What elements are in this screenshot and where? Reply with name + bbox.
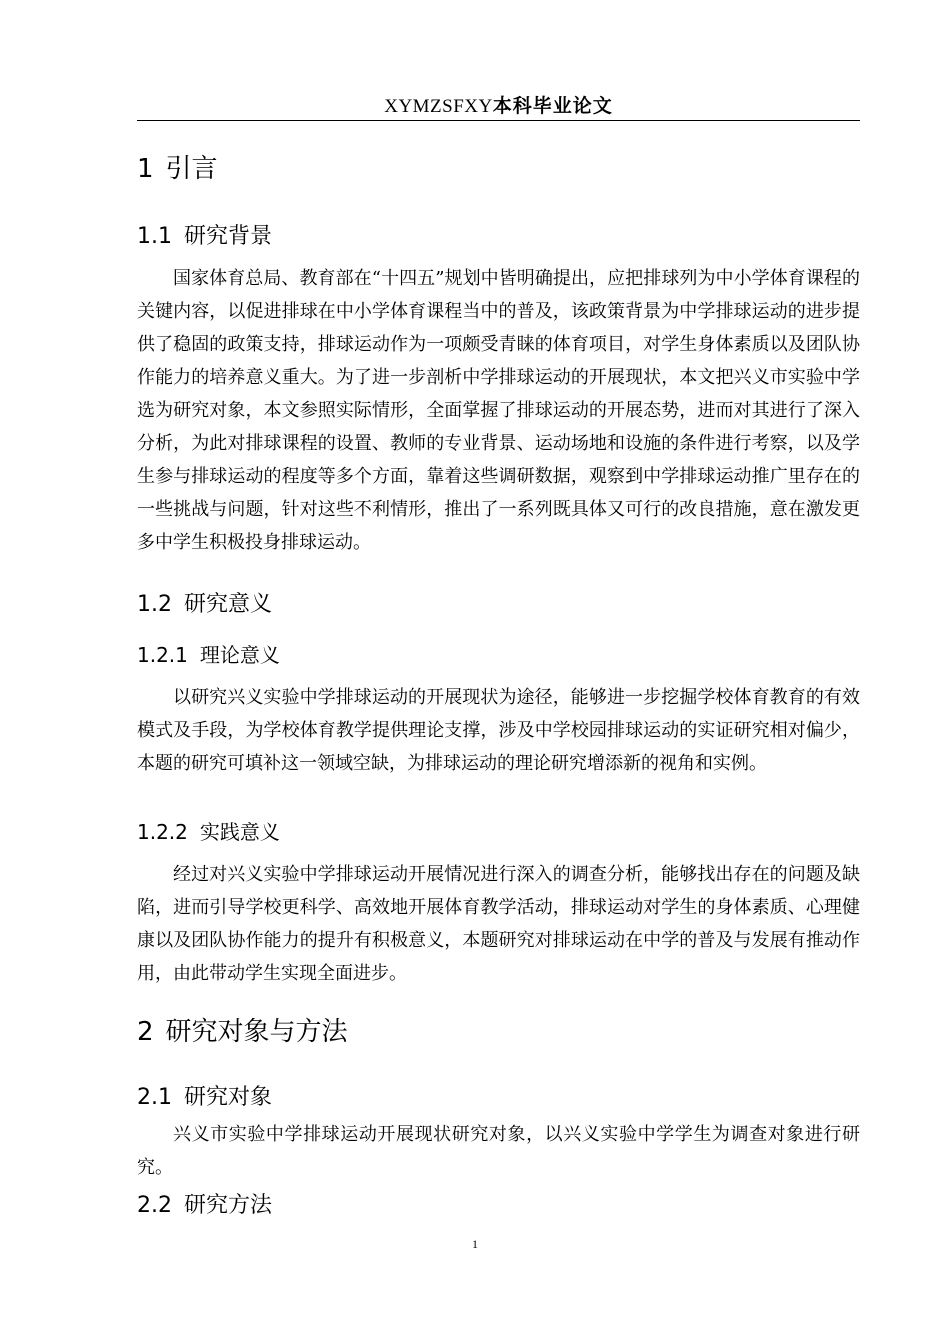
section-title: 研究意义 [184,592,273,617]
section-title: 实践意义 [199,820,280,844]
section-title: 研究对象与方法 [165,1017,348,1047]
section-heading-1-2-2 [137,818,280,846]
section-number: 1.2.1 [137,643,188,667]
section-heading-2-1 [137,1083,272,1113]
section-number: 2 [137,1017,154,1047]
section-number: 1 [137,154,154,184]
section-title: 研究方法 [184,1193,273,1218]
section-title: 研究对象 [184,1085,273,1110]
section-title: 引言 [165,154,218,184]
header-code: XYMZSFXY [384,96,493,117]
header-title: 本科毕业论文 [492,95,613,117]
paragraph-practical-significance: 经过对兴义实验中学排球运动开展情况进行深入的调查分析，能够找出存在的问题及缺陷，进而引导学校更科学、高效地开展体育教学活动，排球运动对学生的身体素质、心理健康以及团队协作能力的提升有积极意义，本题研究对排球运动在中学的普及与发展有推动作用，由此带动学生实现全面进步。 [137,864,860,984]
running-header [137,93,860,119]
section-heading-1-1 [137,222,272,252]
page-number: 1 [472,1237,478,1251]
section-title: 研究背景 [184,224,273,249]
section-heading-1 [137,152,218,186]
section-heading-2-2 [137,1191,272,1221]
paragraph-research-object: 兴义市实验中学排球运动开展现状研究对象，以兴义实验中学学生为调查对象进行研究。 [137,1124,860,1178]
paragraph-research-background: 国家体育总局、教育部在“十四五”规划中皆明确提出，应把排球列为中小学体育课程的关键内容，以促进排球在中小学体育课程当中的普及，该政策背景为中学排球运动的进步提供了稳固的政策支持，排球运动作为一项颇受青睐的体育项目，对学生身体素质以及团队协作能力的培养意义重大。为了进一步剖析中学排球运动的开展现状，本文把兴义市实验中学选为研究对象，本文参照实际情形，全面掌握了排球运动的开展态势，进而对其进行了深入分析，为此对排球课程的设置、教师的专业背景、运动场地和设施的条件进行考察，以及学生参与排球运动的程度等多个方面，靠着这些调研数据，观察到中学排球运动推广里存在的一些挑战与问题，针对这些不利情形，推出了一系列既具体又可行的改良措施，意在激发更多中学生积极投身排球运动。 [137,268,860,553]
section-number: 2.2 [137,1193,172,1218]
section-heading-2 [137,1015,348,1049]
section-number: 1.2.2 [137,820,188,844]
section-heading-1-2 [137,590,272,620]
section-number: 1.1 [137,224,172,249]
section-number: 2.1 [137,1085,172,1110]
section-heading-1-2-1 [137,641,280,669]
paragraph-theoretical-significance: 以研究兴义实验中学排球运动的开展现状为途径，能够进一步挖掘学校体育教育的有效模式及手段，为学校体育教学提供理论支撑，涉及中学校园排球运动的实证研究相对偏少，本题的研究可填补这一领域空缺，为排球运动的理论研究增添新的视角和实例。 [137,687,860,774]
section-number: 1.2 [137,592,172,617]
header-rule [137,120,860,121]
section-title: 理论意义 [199,643,280,667]
